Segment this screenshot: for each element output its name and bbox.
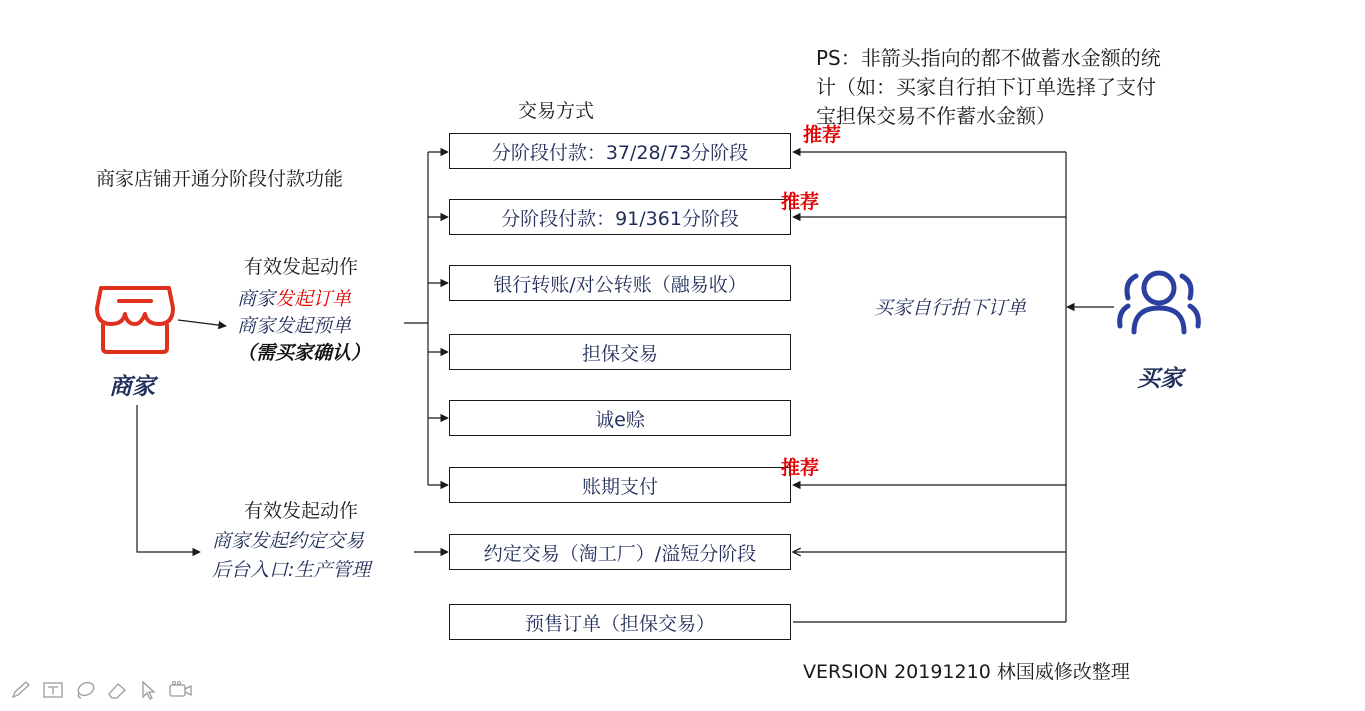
recommend-label-3: 推荐 bbox=[781, 457, 820, 479]
merchant-feature-text: 商家店铺开通分阶段付款功能 bbox=[96, 168, 344, 190]
merchant-action1-line1-prefix: 商家 bbox=[237, 288, 276, 310]
method-box-staged-37-28-73: 分阶段付款：37/28/73分阶段 bbox=[449, 133, 791, 169]
ps-note bbox=[816, 44, 1161, 131]
pen-icon[interactable] bbox=[10, 680, 32, 700]
ps-note-line2: 计（如：买家自行拍下订单选择了支付 bbox=[816, 75, 1156, 99]
merchant-action2-line2: 后台入口:生产管理 bbox=[212, 559, 371, 581]
pointer-icon[interactable] bbox=[138, 680, 160, 700]
merchant-action1-line1-highlight: 发起订单 bbox=[275, 288, 352, 310]
merchant-action1-line2: 商家发起预单 bbox=[237, 315, 352, 337]
buyer-label: 买家 bbox=[1137, 366, 1183, 392]
merchant-label: 商家 bbox=[109, 374, 155, 400]
camera-icon[interactable] bbox=[168, 680, 194, 700]
method-box-guarantee-trade: 担保交易 bbox=[449, 334, 791, 370]
method-box-presale-order: 预售订单（担保交易） bbox=[449, 604, 791, 640]
merchant-action1-title: 有效发起动作 bbox=[244, 256, 359, 278]
text-icon[interactable] bbox=[42, 680, 64, 700]
method-box-staged-91-361: 分阶段付款：91/361分阶段 bbox=[449, 199, 791, 235]
ps-note-line3: 宝担保交易不作蓄水金额） bbox=[816, 104, 1056, 128]
recommend-label-2: 推荐 bbox=[781, 191, 820, 213]
lasso-icon[interactable] bbox=[74, 680, 96, 700]
merchant-action2-title: 有效发起动作 bbox=[244, 500, 359, 522]
method-box-agreed-trade: 约定交易（淘工厂）/溢短分阶段 bbox=[449, 534, 791, 570]
eraser-icon[interactable] bbox=[106, 680, 128, 700]
shop-icon bbox=[95, 284, 175, 356]
method-box-bank-transfer: 银行转账/对公转账（融易收） bbox=[449, 265, 791, 301]
method-box-chengeshe: 诚e赊 bbox=[449, 400, 791, 436]
trade-method-header: 交易方式 bbox=[518, 100, 595, 122]
buyer-icon bbox=[1114, 268, 1204, 336]
version-text: VERSION 20191210 林国威修改整理 bbox=[803, 661, 1130, 683]
buyer-self-order-text: 买家自行拍下订单 bbox=[874, 297, 1027, 319]
merchant-action1-line3: （需买家确认） bbox=[237, 342, 371, 364]
merchant-action2-line1: 商家发起约定交易 bbox=[212, 530, 365, 552]
method-box-account-period: 账期支付 bbox=[449, 467, 791, 503]
ps-note-line1: PS：非箭头指向的都不做蓄水金额的统 bbox=[816, 46, 1161, 70]
merchant-action1-line1 bbox=[237, 284, 351, 311]
recommend-label-1: 推荐 bbox=[803, 124, 842, 146]
